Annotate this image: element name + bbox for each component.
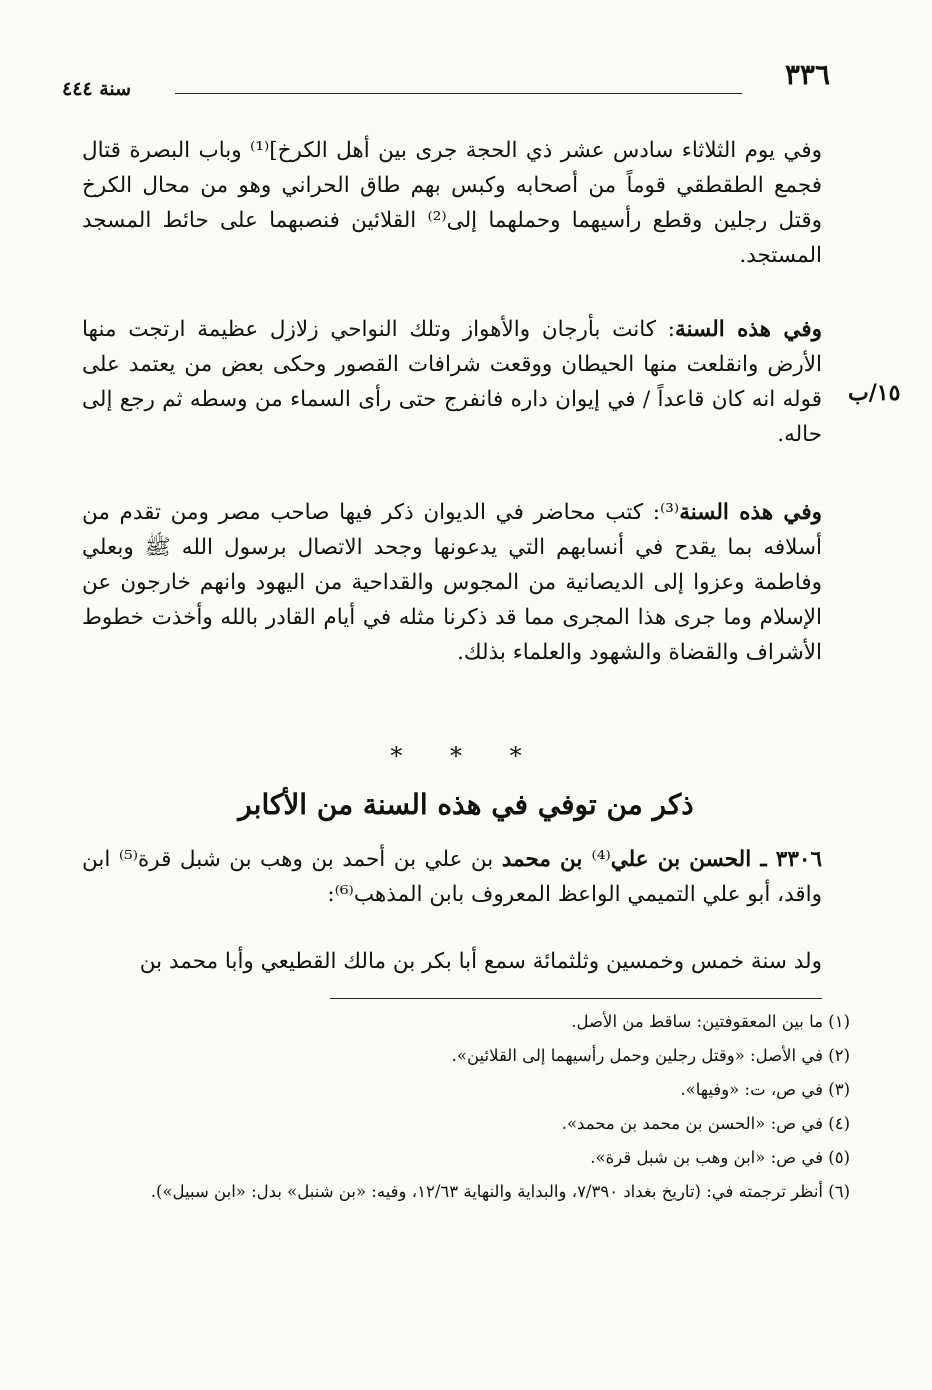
paragraph-2 (82, 312, 822, 452)
paragraph-2-lead: وفي هذه السنة (675, 317, 822, 342)
paragraph-1-lead: وفي يوم الثلاثاء سادس عشر ذي الحجة جرى بين أهل الكرخ] (269, 138, 822, 163)
footnote-ref-6: ⁽⁶⁾ (334, 882, 354, 907)
entry-name: الحسن بن علي (610, 847, 761, 872)
entry-colon: : (327, 882, 335, 907)
entry-lineage: بن علي بن أحمد بن وهب بن شبل قرة (138, 847, 502, 872)
paragraph-3-text: : كتب محاضر في الديوان ذكر فيها صاحب مصر ومن تقدم من أسلافه بما يقدح في أنسابهم التي يدعونها وجحد الاتصال برسول الله ﷺ وبعلي وفاطمة وعزوا إلى الديصانية من المجوس والقداحية من اليهود وانهم خارجون عن الإسلام وما جرى هذا المجرى مما قد ذكرنا مثله في أيام القادر بالله وأخذت خطوط الأشراف والقضاة والشهود والعلماء بذلك. (82, 500, 822, 665)
paragraph-1-text-end: القلائين فنصبهما على حائط المسجد المستجد. (82, 208, 822, 268)
footnote-ref-5: ⁽⁵⁾ (118, 847, 139, 872)
footnote-6: (٦) أنظر ترجمته في: (تاريخ بغداد ٧/٣٩٠، والبداية والنهاية ١٢/٦٣، وفيه: «بن شنبل» بدل: «ابن سبيل»). (150, 1182, 850, 1201)
paragraph-1-text: وباب البصرة قتال فجمع الطقطقي قوماً من أصحابه وكبس بهم طاق الحراني وهو من محال الكرخ وقتل رجلين وقطع رأسيهما وحملهما إلى (82, 138, 822, 233)
paragraph-3-lead: وفي هذه السنة (679, 500, 822, 525)
entry-number: ٣٣٠٦ ـ (760, 847, 822, 872)
footnotes (90, 1005, 850, 1209)
section-separator: * * * (390, 742, 542, 770)
footnote-1: (١) ما بين المعقوفتين: ساقط من الأصل. (571, 1012, 850, 1031)
footnote-ref-1: ⁽¹⁾ (250, 138, 270, 163)
header-rule (175, 93, 742, 94)
section-title: ذكر من توفي في هذه السنة من الأكابر (238, 788, 694, 821)
footnote-ref-3: ⁽³⁾ (660, 500, 680, 525)
footnote-ref-2: ⁽²⁾ (427, 208, 447, 233)
biography-entry (82, 842, 822, 912)
footnote-5: (٥) في ص: «ابن وهب بن شبل قرة». (590, 1148, 850, 1167)
footnote-2: (٢) في الأصل: «وقتل رجلين وحمل رأسيهما إلى القلائين». (451, 1046, 850, 1065)
footnote-3: (٣) في ص، ت: «وفيها». (680, 1080, 850, 1099)
footnote-4: (٤) في ص: «الحسن بن محمد بن محمد». (561, 1114, 850, 1133)
footnote-ref-4: ⁽⁴⁾ (591, 847, 611, 872)
footnote-rule (330, 998, 822, 999)
entry-body-line: ولد سنة خمس وخمسين وثلثمائة سمع أبا بكر بن مالك القطيعي وأبا محمد بن (139, 949, 822, 974)
paragraph-2-text: : كانت بأرجان والأهواز وتلك النواحي زلازل عظيمة ارتجت منها الأرض وانقلعت منها الحيطان ووقعت شرافات القصور وحكى بعض من يعتمد على قوله انه كان قاعداً / في إيوان داره فانفرج حتى رأى السماء من وسطه ثم رجع إلى حاله. (82, 317, 822, 447)
paragraph-1 (82, 133, 822, 273)
entry-lineage-2: ابن واقد، أبو علي التميمي الواعظ المعروف بابن المذهب (82, 847, 822, 907)
paragraph-3 (82, 495, 822, 670)
margin-folio-note: ١٥/ب (848, 380, 901, 406)
running-header-year: سنة ٤٤٤ (62, 78, 132, 100)
page-number: ٣٣٦ (784, 58, 830, 91)
entry-name-2: بن محمد (501, 847, 592, 872)
